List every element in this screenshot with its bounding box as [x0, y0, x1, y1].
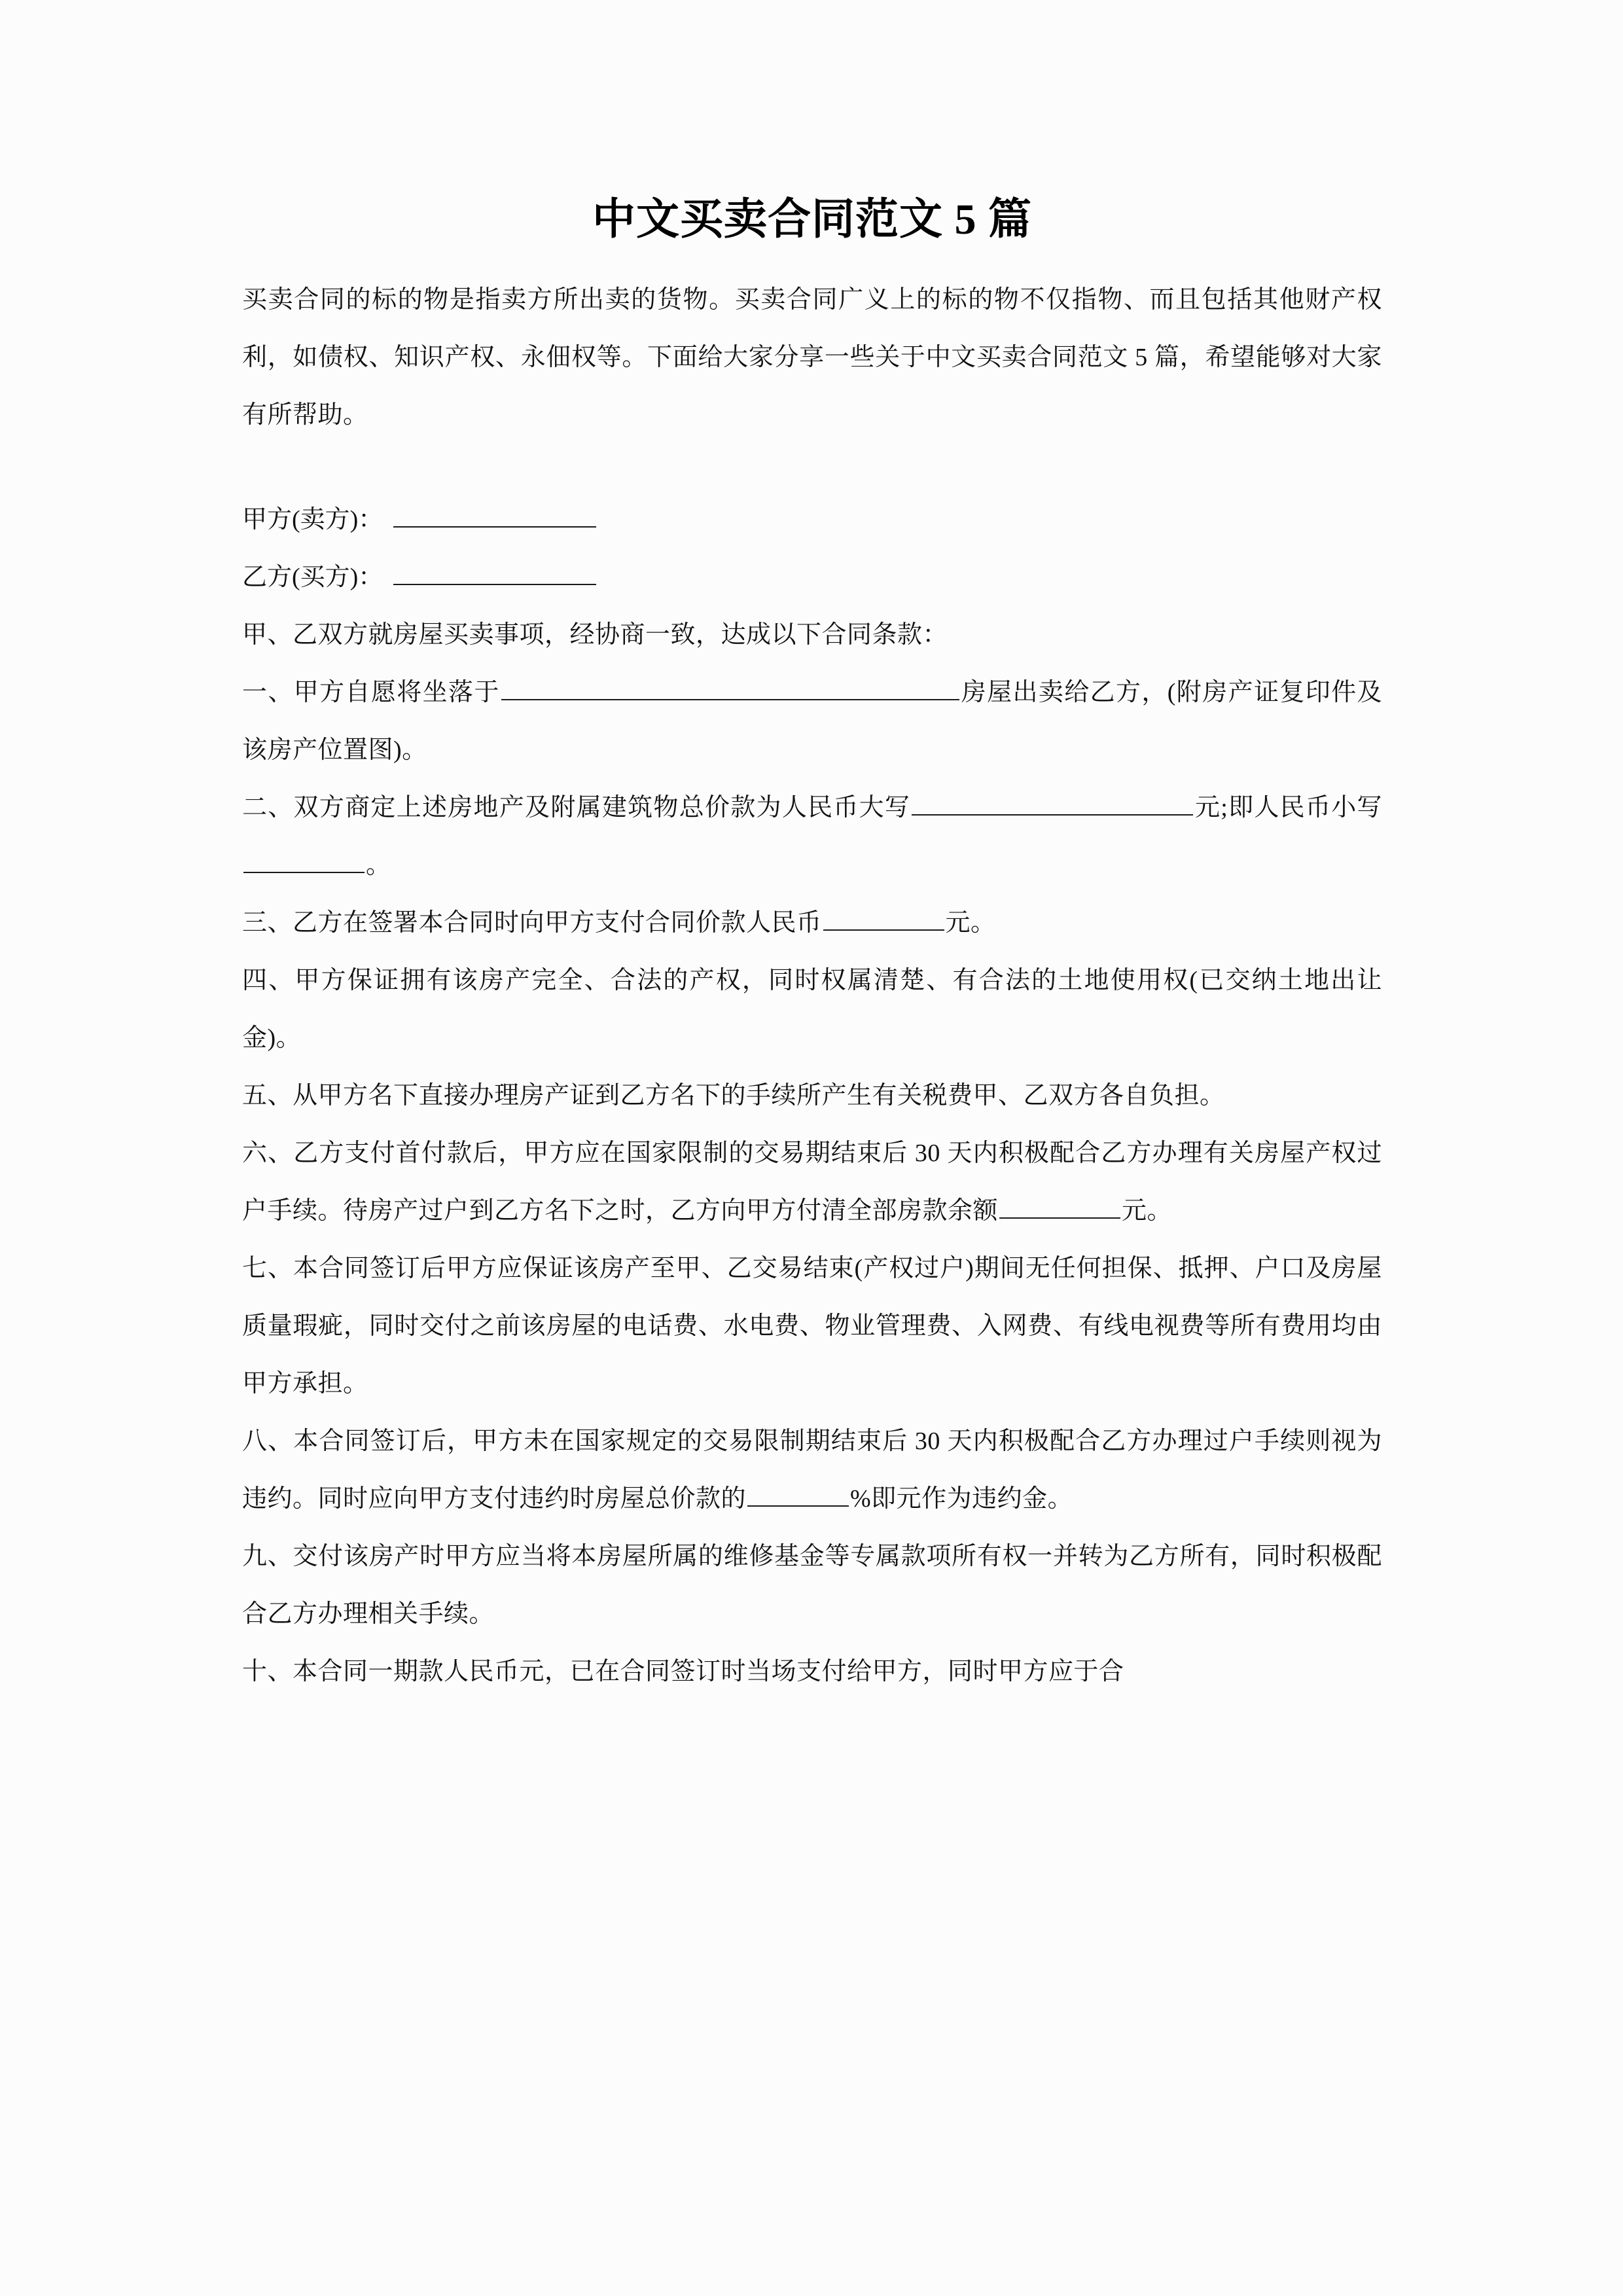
clause-2-text-before: 二、双方商定上述房地产及附属建筑物总价款为人民币大写 [242, 793, 911, 821]
party-seller-row [242, 491, 1382, 548]
clause-5-text: 五、从甲方名下直接办理房产证到乙方名下的手续所产生有关税费甲、乙双方各自负担。 [242, 1081, 1225, 1109]
clause-7-text: 七、本合同签订后甲方应保证该房产至甲、乙交易结束(产权过户)期间无任何担保、抵押、户口及房屋质量瑕疵，同时交付之前该房屋的电话费、水电费、物业管理费、入网费、有线电视费等所有费用均由甲方承担。 [242, 1254, 1382, 1397]
clause-3 [242, 894, 1382, 952]
clause-8-text-after: %即元作为违约金。 [850, 1484, 1073, 1513]
clause-6 [242, 1124, 1382, 1240]
clause-2-blank-uppercase[interactable] [912, 788, 1193, 816]
party-buyer-label: 乙方(买方)： [242, 563, 383, 591]
party-seller-label: 甲方(卖方)： [242, 505, 383, 533]
party-seller-input[interactable] [393, 500, 596, 528]
clause-2-text-middle: 元;即人民币小写 [1194, 793, 1382, 821]
preamble-paragraph: 甲、乙双方就房屋买卖事项，经协商一致，达成以下合同条款： [242, 620, 948, 649]
clause-3-blank[interactable] [823, 903, 944, 931]
party-buyer-input[interactable] [393, 558, 596, 585]
clause-9-text: 九、交付该房产时甲方应当将本房屋所属的维修基金等专属款项所有权一并转为乙方所有，同时积极配合乙方办理相关手续。 [242, 1542, 1382, 1628]
clause-9 [242, 1528, 1382, 1643]
clause-10 [242, 1643, 1382, 1700]
spacer [242, 444, 1382, 491]
clause-6-text-before: 六、乙方支付首付款后，甲方应在国家限制的交易期结束后 30 天内积极配合乙方办理有关房屋产权过户手续。待房产过户到乙方名下之时，乙方向甲方付清全部房款余额 [242, 1139, 1382, 1225]
intro-paragraph: 买卖合同的标的物是指卖方所出卖的货物。买卖合同广义上的标的物不仅指物、而且包括其他财产权利，如债权、知识产权、永佃权等。下面给大家分享一些关于中文买卖合同范文 5 篇，希望能够对大家有所帮助。 [242, 285, 1382, 429]
clause-4 [242, 952, 1382, 1067]
clause-1-blank[interactable] [501, 673, 959, 700]
document-content [242, 0, 1382, 1700]
clause-6-text-after: 元。 [1122, 1196, 1173, 1225]
clause-2 [242, 779, 1382, 894]
clause-5 [242, 1067, 1382, 1124]
clause-1-text-before: 一、甲方自愿将坐落于 [242, 678, 500, 706]
clause-3-text-before: 三、乙方在签署本合同时向甲方支付合同价款人民币 [242, 908, 822, 937]
party-buyer-row [242, 548, 1382, 606]
page-title: 中文买卖合同范文 5 篇 [592, 196, 1032, 243]
clause-8-text-before: 八、本合同签订后，甲方未在国家规定的交易限制期结束后 30 天内积极配合乙方办理过户手续则视为违约。同时应向甲方支付违约时房屋总价款的 [242, 1427, 1382, 1513]
clause-7 [242, 1240, 1382, 1412]
clause-3-text-after: 元。 [945, 908, 996, 937]
clause-8-blank[interactable] [747, 1479, 849, 1507]
clause-1 [242, 664, 1382, 779]
clause-6-blank[interactable] [999, 1191, 1120, 1219]
clause-2-blank-lowercase[interactable] [243, 846, 365, 873]
clause-1-text-after: 房屋出卖给乙方，(附房产证复印件及该房产位置图)。 [242, 678, 1382, 764]
clause-4-text: 四、甲方保证拥有该房产完全、合法的产权，同时权属清楚、有合法的土地使用权(已交纳土地出让金)。 [242, 966, 1382, 1052]
clause-8 [242, 1412, 1382, 1528]
clause-2-text-after: 。 [366, 851, 391, 879]
clause-10-text: 十、本合同一期款人民币元，已在合同签订时当场支付给甲方，同时甲方应于合 [242, 1657, 1124, 1685]
